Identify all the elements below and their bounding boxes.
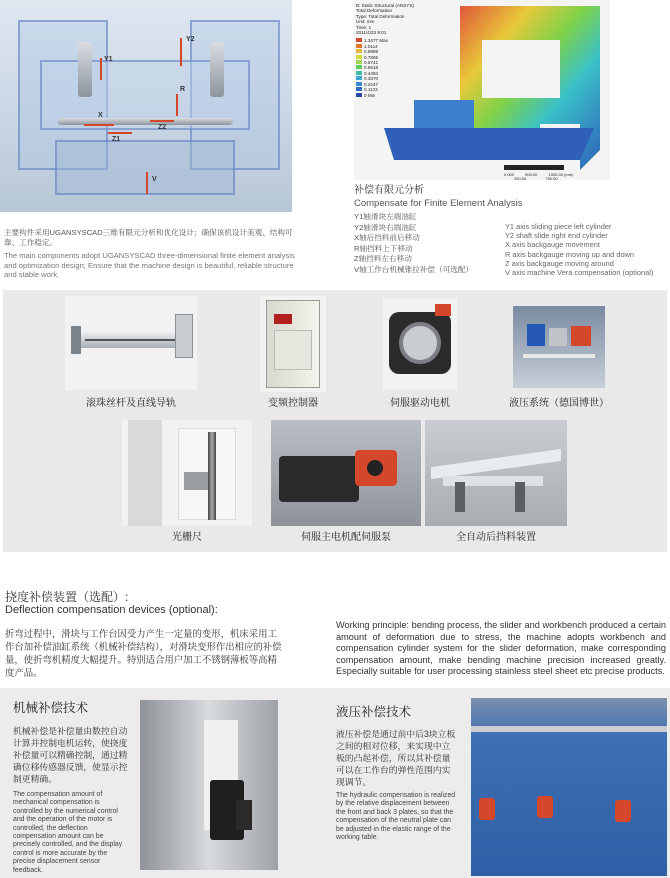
label-y2: Y2 xyxy=(186,36,195,43)
servo-pump-icon xyxy=(271,420,421,526)
hydraulic-system-icon xyxy=(513,306,605,388)
axis-item-en: Z axis backgauge moving around xyxy=(505,258,614,268)
fea-legend-header: Total Deformation xyxy=(356,8,393,14)
fea-legend-value: 1.3477 Max xyxy=(364,38,389,44)
axis-item-en: Y2 shaft slide right end cylinder xyxy=(505,231,608,241)
axis-item-en: X axis backgauge movement xyxy=(505,240,600,250)
fea-scale-label: 500.00 xyxy=(525,172,538,177)
product-label-servo-motor: 伺服驱动电机 xyxy=(390,398,450,409)
fea-legend-header: Time: 1 xyxy=(356,24,372,30)
label-x: X xyxy=(98,112,103,119)
axis-item-cn: V轴工作台机械锥拉补偿（可选配） xyxy=(354,264,473,274)
label-v: V xyxy=(152,176,157,183)
fea-scale-sub xyxy=(514,176,558,180)
product-label-linear-guide: 滚珠丝杆及直线导轨 xyxy=(86,398,176,409)
cylinder-right-shape xyxy=(210,42,224,97)
axis-item-cn: R轴挡料上下移动 xyxy=(354,243,413,253)
fea-legend-value: 0.1123 xyxy=(364,87,378,93)
mechanical-text-cn: 机械补偿是补偿量由数控自动计算并控制电机运转，使挠度补偿量可以精确控制，通过精确位移传感器反馈，使显示控制更精确。 xyxy=(13,726,128,784)
arrow-r-shape xyxy=(176,94,178,116)
fea-result-image xyxy=(354,0,610,180)
fea-legend-value: 0.8989 xyxy=(364,49,379,55)
linear-guide-icon xyxy=(65,296,197,390)
structure-caption-en: The main components adopt UGANSYSCAD three-dimensional finite element analysis and optimization design; Ensure that the machine design is beautiful, reliable structure and stable work. xyxy=(4,251,295,279)
product-label-hydraulic: 液压系统（德国博世） xyxy=(509,398,609,409)
arrow-v-shape xyxy=(146,172,148,194)
axis-list-cn xyxy=(354,212,473,275)
fea-legend-header: 2011/4/23 9:01 xyxy=(356,30,387,36)
fea-scale-label: 1000.00 (mm) xyxy=(548,172,574,177)
fea-legend-value: 0.2247 xyxy=(364,81,379,87)
grating-ruler-icon xyxy=(122,420,252,526)
deflection-text-cn: 折弯过程中，滑块与工作台因受力产生一定量的变形，机床采用工作台加补偿油缸系统（机械补偿结构），对滑块变形作出相应的补偿量，使折弯机精度大幅提升。特别适合用户加工不锈钢薄板等高精度产品。 xyxy=(5,628,282,678)
fea-scale-label: 250.00 xyxy=(514,176,527,180)
axis-item-cn: Y1轴滑块左端油缸 xyxy=(354,212,417,221)
servo-motor-icon xyxy=(383,298,457,390)
axis-item-en: V axis machine Vera compensation (optional) xyxy=(505,268,654,278)
product-label-inverter: 变频控制器 xyxy=(268,398,318,409)
arrow-x-shape xyxy=(84,124,114,126)
product-label-servo-pump: 伺服主电机配伺服泵 xyxy=(301,532,391,543)
structure-render-image xyxy=(0,0,292,212)
arrow-z1-shape xyxy=(108,132,132,134)
mechanical-title: 机械补偿技术 xyxy=(13,701,89,715)
axis-item-cn: X轴后挡料前后移动 xyxy=(354,233,420,242)
fea-legend-header: Unit: mm xyxy=(356,19,375,25)
mechanical-text-en: The compensation amount of mechanical compensation is controlled by the numerical control and the operation of the motor is controlled, the deflection compensation amount can be precisely controlled, and the display control is more accurate by the precise displacement sensor feedback. xyxy=(13,791,123,874)
backgauge-icon xyxy=(425,420,567,526)
arrow-z2-shape xyxy=(150,120,174,122)
product-label-backgauge: 全自动后挡料装置 xyxy=(456,532,536,543)
fea-title-cn: 补偿有限元分析 xyxy=(354,185,424,196)
fea-legend-header: Type: Total Deformation xyxy=(356,13,405,19)
fea-legend-value: 0.7865 xyxy=(364,54,379,60)
fea-title-en: Compensate for Finite Element Analysis xyxy=(354,198,523,209)
hydraulic-text-cn: 液压补偿是通过前中后3块立板之间的相对位移，来实现中立板的凸起补偿，所以其补偿量可以在工作台的弹性范围内实现调节。 xyxy=(336,729,456,787)
hydraulic-text-en: The hydraulic compensation is realized by the relative displacement between the front and back 3 plates, so that the compensation of the neutral plate can be adjusted in the elastic range of the working table. xyxy=(336,792,456,842)
arrow-y1-shape xyxy=(100,58,102,80)
fea-legend-value: 0.3370 xyxy=(364,76,379,82)
arrow-y2-shape xyxy=(180,38,182,66)
axis-item-en: Y1 axis sliding piece left cylinder xyxy=(505,222,612,231)
fea-legend-value: 0.5618 xyxy=(364,65,379,71)
fea-title xyxy=(354,181,522,209)
label-y1: Y1 xyxy=(104,56,113,63)
deflection-title-en: Deflection compensation devices (optional): xyxy=(5,604,218,616)
fea-scale-label: 0.000 xyxy=(504,172,515,177)
fea-legend-value: 1.0114 xyxy=(364,43,378,49)
cylinder-left-shape xyxy=(78,42,92,97)
axis-list-en xyxy=(505,222,653,277)
table-frame-shape xyxy=(55,140,235,195)
inverter-icon xyxy=(260,296,326,392)
hydraulic-compensation-photo xyxy=(471,698,667,876)
label-r: R xyxy=(180,86,186,93)
axis-item-cn: Z轴挡料左右移动 xyxy=(354,254,412,263)
product-label-grating-ruler: 光栅尺 xyxy=(172,532,202,543)
fea-legend-value: 0.4494 xyxy=(364,70,379,76)
deflection-title-cn: 挠度补偿装置（选配）: xyxy=(5,590,129,604)
compensation-panel xyxy=(0,688,670,878)
structure-caption-cn: 主要构件采用UGANSYSCAD三维有限元分析和优化设计；确保该机设计美观、结构可靠、工作稳定。 xyxy=(4,228,293,247)
fea-legend-value: 0 Min xyxy=(364,92,376,98)
fea-legend xyxy=(356,3,414,98)
fea-legend-value: 0.6741 xyxy=(364,60,379,66)
components-panel xyxy=(3,290,667,552)
fea-legend-header: B: Static Structural (ANSYS) xyxy=(356,3,414,8)
axis-item-en: R axis backgauge moving up and down xyxy=(505,249,635,259)
hydraulic-title: 液压补偿技术 xyxy=(336,705,412,719)
fea-scale-label: 750.00 xyxy=(545,176,558,180)
label-z1: Z1 xyxy=(112,136,121,143)
deflection-text-en: Working principle: bending process, the slider and workbench produced a certain amount of deformation due to stress, the machine adopts workbench and compensation cylinder system for the slider deformation, make corresponding compensation amount, make bending machine precision increased greatly. Especially suitable for user processing stainless steel sheet etc precise products. xyxy=(336,620,666,676)
axis-item-cn: Y2轴滑块右端油缸 xyxy=(354,222,417,232)
label-z2: Z2 xyxy=(158,124,167,131)
mechanical-compensation-photo xyxy=(140,700,278,870)
